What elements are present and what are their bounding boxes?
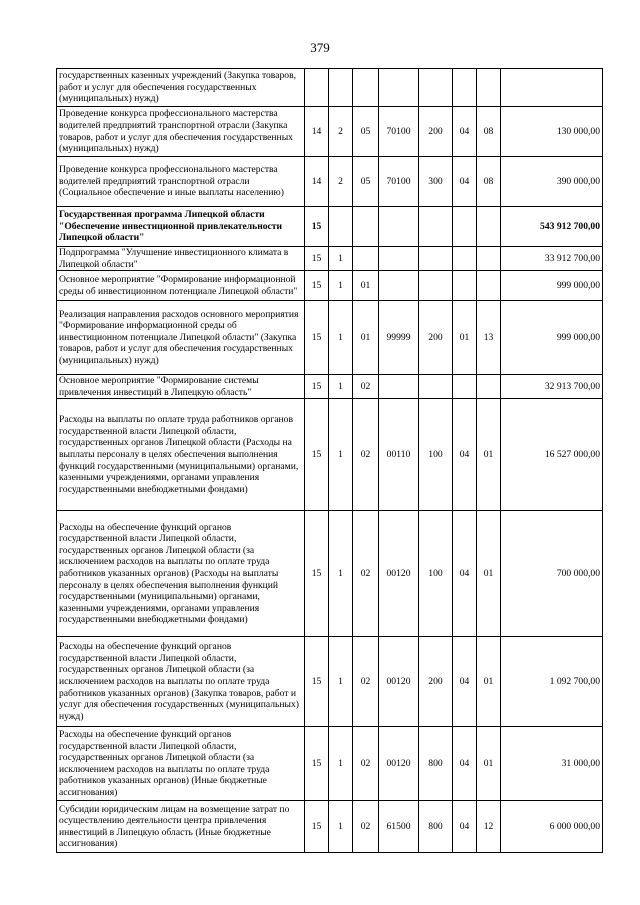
subsection-code-cell: 01 xyxy=(477,511,501,637)
subprogram-code-cell: 1 xyxy=(329,375,353,399)
program-code-cell: 15 xyxy=(305,271,329,301)
subsection-code-cell: 08 xyxy=(477,107,501,157)
amount-cell: 32 913 700,00 xyxy=(501,375,603,399)
table-row xyxy=(57,69,603,107)
subprogram-code-cell: 1 xyxy=(329,399,353,511)
expense-direction-cell xyxy=(379,207,419,247)
subsection-code-cell: 08 xyxy=(477,157,501,207)
budget-table xyxy=(56,68,603,853)
amount-cell: 6 000 000,00 xyxy=(501,801,603,853)
amount-cell: 130 000,00 xyxy=(501,107,603,157)
program-code-cell: 15 xyxy=(305,247,329,271)
row-name-cell: Расходы на обеспечение функций органов государственной власти Липецкой области, государственных органов Липецкой области (за исключением расходов на выплаты по оплате труда работников указанных органов) (Расходы на выплаты персоналу в целях обеспечения выполнения функций государственными (муниципальными) органами, казенными учреждениями, органами управления государственными внебюджетными фондами) xyxy=(57,511,305,637)
subsection-code-cell xyxy=(477,69,501,107)
row-name-cell: государственных казенных учреждений (Закупка товаров, работ и услуг для обеспечения государственных (муниципальных) нужд) xyxy=(57,69,305,107)
main-activity-code-cell xyxy=(353,69,379,107)
subsection-code-cell xyxy=(477,375,501,399)
table-row xyxy=(57,207,603,247)
main-activity-code-cell: 02 xyxy=(353,727,379,801)
row-name-cell: Государственная программа Липецкой области "Обеспечение инвестиционной привлекательности Липецкой области" xyxy=(57,207,305,247)
subprogram-code-cell xyxy=(329,207,353,247)
program-code-cell: 15 xyxy=(305,727,329,801)
table-row xyxy=(57,637,603,727)
section-code-cell: 04 xyxy=(453,727,477,801)
program-code-cell: 15 xyxy=(305,511,329,637)
subprogram-code-cell: 1 xyxy=(329,301,353,375)
program-code-cell: 15 xyxy=(305,637,329,727)
expense-type-cell xyxy=(419,247,453,271)
subprogram-code-cell: 2 xyxy=(329,157,353,207)
subprogram-code-cell: 1 xyxy=(329,801,353,853)
subsection-code-cell: 01 xyxy=(477,727,501,801)
program-code-cell: 15 xyxy=(305,399,329,511)
row-name-cell: Подпрограмма "Улучшение инвестиционного климата в Липецкой области" xyxy=(57,247,305,271)
main-activity-code-cell: 02 xyxy=(353,637,379,727)
expense-type-cell xyxy=(419,271,453,301)
subsection-code-cell: 13 xyxy=(477,301,501,375)
section-code-cell: 04 xyxy=(453,637,477,727)
row-name-cell: Основное мероприятие "Формирование информационной среды об инвестиционном потенциале Липецкой области" xyxy=(57,271,305,301)
expense-type-cell: 100 xyxy=(419,399,453,511)
table-row xyxy=(57,375,603,399)
main-activity-code-cell: 02 xyxy=(353,399,379,511)
section-code-cell: 04 xyxy=(453,511,477,637)
expense-type-cell: 200 xyxy=(419,301,453,375)
program-code-cell xyxy=(305,69,329,107)
main-activity-code-cell: 02 xyxy=(353,375,379,399)
row-name-cell: Субсидии юридическим лицам на возмещение затрат по осуществлению деятельности центра привлечения инвестиций в Липецкую область (Иные бюджетные ассигнования) xyxy=(57,801,305,853)
table-row xyxy=(57,247,603,271)
section-code-cell: 04 xyxy=(453,157,477,207)
subprogram-code-cell: 2 xyxy=(329,107,353,157)
amount-cell: 999 000,00 xyxy=(501,271,603,301)
table-row xyxy=(57,399,603,511)
expense-type-cell: 100 xyxy=(419,511,453,637)
expense-direction-cell: 70100 xyxy=(379,107,419,157)
row-name-cell: Проведение конкурса профессионального мастерства водителей предприятий транспортной отрасли (Социальное обеспечение и иные выплаты населению) xyxy=(57,157,305,207)
table-row xyxy=(57,727,603,801)
section-code-cell xyxy=(453,207,477,247)
subsection-code-cell: 01 xyxy=(477,399,501,511)
expense-direction-cell: 70100 xyxy=(379,157,419,207)
section-code-cell xyxy=(453,69,477,107)
program-code-cell: 15 xyxy=(305,301,329,375)
expense-direction-cell: 00110 xyxy=(379,399,419,511)
section-code-cell xyxy=(453,375,477,399)
main-activity-code-cell: 05 xyxy=(353,157,379,207)
expense-type-cell xyxy=(419,207,453,247)
expense-direction-cell xyxy=(379,271,419,301)
table-row xyxy=(57,107,603,157)
subsection-code-cell: 12 xyxy=(477,801,501,853)
amount-cell: 33 912 700,00 xyxy=(501,247,603,271)
program-code-cell: 14 xyxy=(305,107,329,157)
expense-type-cell xyxy=(419,375,453,399)
row-name-cell: Расходы на обеспечение функций органов государственной власти Липецкой области, государственных органов Липецкой области (за исключением расходов на выплаты по оплате труда работников указанных органов) (Иные бюджетные ассигнования) xyxy=(57,727,305,801)
main-activity-code-cell: 01 xyxy=(353,301,379,375)
program-code-cell: 15 xyxy=(305,801,329,853)
main-activity-code-cell: 02 xyxy=(353,511,379,637)
subsection-code-cell xyxy=(477,247,501,271)
page-number: 379 xyxy=(310,40,330,55)
subprogram-code-cell: 1 xyxy=(329,247,353,271)
amount-cell: 1 092 700,00 xyxy=(501,637,603,727)
row-name-cell: Расходы на обеспечение функций органов государственной власти Липецкой области, государственных органов Липецкой области (за исключением расходов на выплаты по оплате труда работников указанных органов) (Закупка товаров, работ и услуг для обеспечения государственных (муниципальных) нужд) xyxy=(57,637,305,727)
expense-direction-cell: 00120 xyxy=(379,727,419,801)
amount-cell: 700 000,00 xyxy=(501,511,603,637)
expense-type-cell: 300 xyxy=(419,157,453,207)
expense-type-cell: 800 xyxy=(419,801,453,853)
subsection-code-cell xyxy=(477,207,501,247)
amount-cell: 999 000,00 xyxy=(501,301,603,375)
expense-type-cell: 800 xyxy=(419,727,453,801)
expense-type-cell: 200 xyxy=(419,107,453,157)
expense-type-cell xyxy=(419,69,453,107)
table-body xyxy=(57,69,603,853)
expense-direction-cell: 00120 xyxy=(379,637,419,727)
row-name-cell: Основное мероприятие "Формирование системы привлечения инвестиций в Липецкую область" xyxy=(57,375,305,399)
main-activity-code-cell: 01 xyxy=(353,271,379,301)
main-activity-code-cell: 02 xyxy=(353,801,379,853)
program-code-cell: 15 xyxy=(305,207,329,247)
row-name-cell: Проведение конкурса профессионального мастерства водителей предприятий транспортной отрасли (Закупка товаров, работ и услуг для обеспечения государственных (муниципальных) нужд) xyxy=(57,107,305,157)
expense-direction-cell: 99999 xyxy=(379,301,419,375)
row-name-cell: Реализация направления расходов основного мероприятия "Формирование информационной среды об инвестиционном потенциале Липецкой области" (Закупка товаров, работ и услуг для обеспечения государственных (муниципальных) нужд) xyxy=(57,301,305,375)
subprogram-code-cell: 1 xyxy=(329,511,353,637)
amount-cell: 31 000,00 xyxy=(501,727,603,801)
table-row xyxy=(57,271,603,301)
row-name-cell: Расходы на выплаты по оплате труда работников органов государственной власти Липецкой области, государственных органов Липецкой области (Расходы на выплаты персоналу в целях обеспечения выполнения функций государственными (муниципальными) органами, казенными учреждениями, органами управления государственными внебюджетными фондами) xyxy=(57,399,305,511)
expense-type-cell: 200 xyxy=(419,637,453,727)
expense-direction-cell: 61500 xyxy=(379,801,419,853)
main-activity-code-cell xyxy=(353,247,379,271)
subprogram-code-cell: 1 xyxy=(329,637,353,727)
table-row xyxy=(57,301,603,375)
amount-cell: 543 912 700,00 xyxy=(501,207,603,247)
section-code-cell: 04 xyxy=(453,107,477,157)
amount-cell xyxy=(501,69,603,107)
program-code-cell: 15 xyxy=(305,375,329,399)
section-code-cell: 04 xyxy=(453,399,477,511)
subprogram-code-cell xyxy=(329,69,353,107)
amount-cell: 390 000,00 xyxy=(501,157,603,207)
section-code-cell xyxy=(453,271,477,301)
section-code-cell: 01 xyxy=(453,301,477,375)
main-activity-code-cell xyxy=(353,207,379,247)
subprogram-code-cell: 1 xyxy=(329,727,353,801)
expense-direction-cell xyxy=(379,247,419,271)
expense-direction-cell xyxy=(379,69,419,107)
amount-cell: 16 527 000,00 xyxy=(501,399,603,511)
subsection-code-cell: 01 xyxy=(477,637,501,727)
table-row xyxy=(57,511,603,637)
subprogram-code-cell: 1 xyxy=(329,271,353,301)
expense-direction-cell xyxy=(379,375,419,399)
section-code-cell xyxy=(453,247,477,271)
table-row xyxy=(57,157,603,207)
expense-direction-cell: 00120 xyxy=(379,511,419,637)
table-row xyxy=(57,801,603,853)
main-activity-code-cell: 05 xyxy=(353,107,379,157)
section-code-cell: 04 xyxy=(453,801,477,853)
program-code-cell: 14 xyxy=(305,157,329,207)
subsection-code-cell xyxy=(477,271,501,301)
